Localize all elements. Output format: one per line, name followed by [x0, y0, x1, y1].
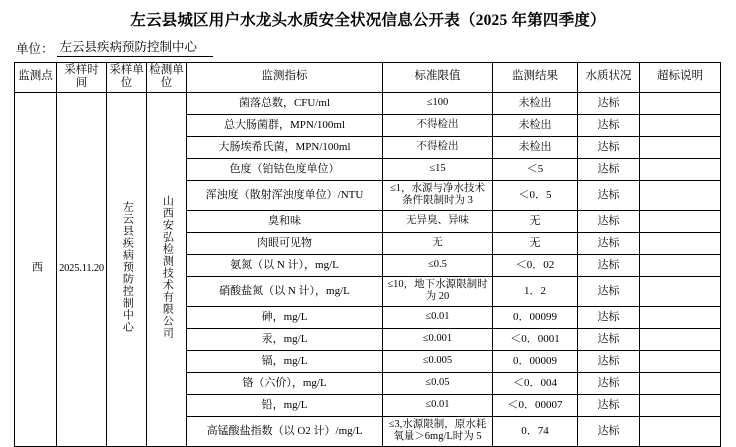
cell-quality: 达标	[578, 350, 640, 372]
cell-remark	[640, 114, 721, 136]
cell-standard: ≤0.005	[383, 350, 493, 372]
cell-quality: 达标	[578, 394, 640, 416]
cell-remark	[640, 394, 721, 416]
cell-standard: ≤0.001	[383, 328, 493, 350]
cell-quality: 达标	[578, 92, 640, 114]
cell-result: 1．2	[493, 276, 578, 306]
header-testing-unit: 检测单位	[147, 62, 187, 92]
cell-result: 无	[493, 232, 578, 254]
cell-index: 镉，mg/L	[187, 350, 383, 372]
cell-remark	[640, 158, 721, 180]
cell-index: 臭和味	[187, 210, 383, 232]
cell-result: 未检出	[493, 136, 578, 158]
cell-result: ＜5	[493, 158, 578, 180]
cell-standard: ≤100	[383, 92, 493, 114]
cell-index: 肉眼可见物	[187, 232, 383, 254]
header-quality: 水质状况	[578, 62, 640, 92]
point-value: 西	[30, 261, 43, 274]
cell-remark	[640, 254, 721, 276]
cell-remark	[640, 276, 721, 306]
cell-standard: 不得检出	[383, 114, 493, 136]
cell-point	[15, 92, 57, 446]
header-point: 监测点	[15, 62, 57, 92]
cell-index: 色度（铂钴色度单位）	[187, 158, 383, 180]
cell-result: 未检出	[493, 92, 578, 114]
cell-index: 总大肠菌群，MPN/100ml	[187, 114, 383, 136]
cell-quality: 达标	[578, 136, 640, 158]
cell-standard: ≤10，地下水源限制时为 20	[383, 276, 493, 306]
cell-index: 大肠埃希氏菌，MPN/100ml	[187, 136, 383, 158]
unit-line	[16, 37, 722, 57]
cell-testing-unit	[147, 92, 187, 446]
cell-result: ＜0．0001	[493, 328, 578, 350]
header-time: 采样时间	[57, 62, 107, 92]
cell-remark	[640, 92, 721, 114]
cell-remark	[640, 136, 721, 158]
cell-quality: 达标	[578, 372, 640, 394]
cell-sampling-unit	[107, 92, 147, 446]
cell-quality: 达标	[578, 276, 640, 306]
cell-result: ＜0．00007	[493, 394, 578, 416]
cell-remark	[640, 328, 721, 350]
testing-unit-value: 山西安弘检测技术有限公司	[161, 195, 174, 340]
cell-result: ＜0．02	[493, 254, 578, 276]
header-result: 监测结果	[493, 62, 578, 92]
cell-quality: 达标	[578, 210, 640, 232]
cell-standard: ≤0.5	[383, 254, 493, 276]
cell-remark	[640, 372, 721, 394]
cell-index: 铬（六价），mg/L	[187, 372, 383, 394]
cell-index: 高锰酸盐指数（以 O2 计）/mg/L	[187, 416, 383, 446]
cell-standard: ≤0.05	[383, 372, 493, 394]
cell-standard: 无异臭、异味	[383, 210, 493, 232]
cell-index: 氨氮（以 N 计），mg/L	[187, 254, 383, 276]
cell-index: 硝酸盐氮（以 N 计），mg/L	[187, 276, 383, 306]
cell-result: ＜0．5	[493, 180, 578, 210]
cell-standard: ≤3,水源限制，原水耗氧量＞6mg/L时为 5	[383, 416, 493, 446]
cell-result: 0．00099	[493, 306, 578, 328]
cell-index: 铅，mg/L	[187, 394, 383, 416]
cell-standard: ≤1，水源与净水技术条件限制时为 3	[383, 180, 493, 210]
cell-remark	[640, 306, 721, 328]
cell-quality: 达标	[578, 306, 640, 328]
cell-quality: 达标	[578, 254, 640, 276]
cell-quality: 达标	[578, 180, 640, 210]
page-title: 左云县城区用户水龙头水质安全状况信息公开表（2025 年第四季度）	[130, 12, 606, 29]
cell-index: 菌落总数，CFU/ml	[187, 92, 383, 114]
header-index: 监测指标	[187, 62, 383, 92]
cell-standard: 无	[383, 232, 493, 254]
cell-remark	[640, 232, 721, 254]
cell-index: 浑浊度（散射浑浊度单位）/NTU	[187, 180, 383, 210]
cell-remark	[640, 210, 721, 232]
cell-remark	[640, 180, 721, 210]
table-row	[15, 92, 721, 114]
cell-result: 未检出	[493, 114, 578, 136]
cell-result: 无	[493, 210, 578, 232]
unit-value: 左云县疾病预防控制中心	[57, 37, 213, 57]
cell-quality: 达标	[578, 328, 640, 350]
header-sampling-unit: 采样单位	[107, 62, 147, 92]
cell-remark	[640, 350, 721, 372]
cell-result: 0．00009	[493, 350, 578, 372]
cell-result: ＜0．004	[493, 372, 578, 394]
cell-quality: 达标	[578, 416, 640, 446]
cell-standard: ≤0.01	[383, 306, 493, 328]
cell-index: 汞，mg/L	[187, 328, 383, 350]
header-remark: 超标说明	[640, 62, 721, 92]
cell-result: 0．74	[493, 416, 578, 446]
cell-index: 砷，mg/L	[187, 306, 383, 328]
cell-standard: ≤0.01	[383, 394, 493, 416]
cell-time: 2025.11.20	[57, 92, 107, 446]
header-standard: 标准限值	[383, 62, 493, 92]
cell-quality: 达标	[578, 158, 640, 180]
cell-standard: 不得检出	[383, 136, 493, 158]
cell-quality: 达标	[578, 232, 640, 254]
cell-remark	[640, 416, 721, 446]
unit-label: 单位：	[16, 41, 54, 56]
water-quality-table	[14, 62, 721, 447]
cell-standard: ≤15	[383, 158, 493, 180]
cell-quality: 达标	[578, 114, 640, 136]
sampling-unit-value: 左云县疾病预防控制中心	[121, 201, 134, 334]
table-header-row	[15, 62, 721, 92]
